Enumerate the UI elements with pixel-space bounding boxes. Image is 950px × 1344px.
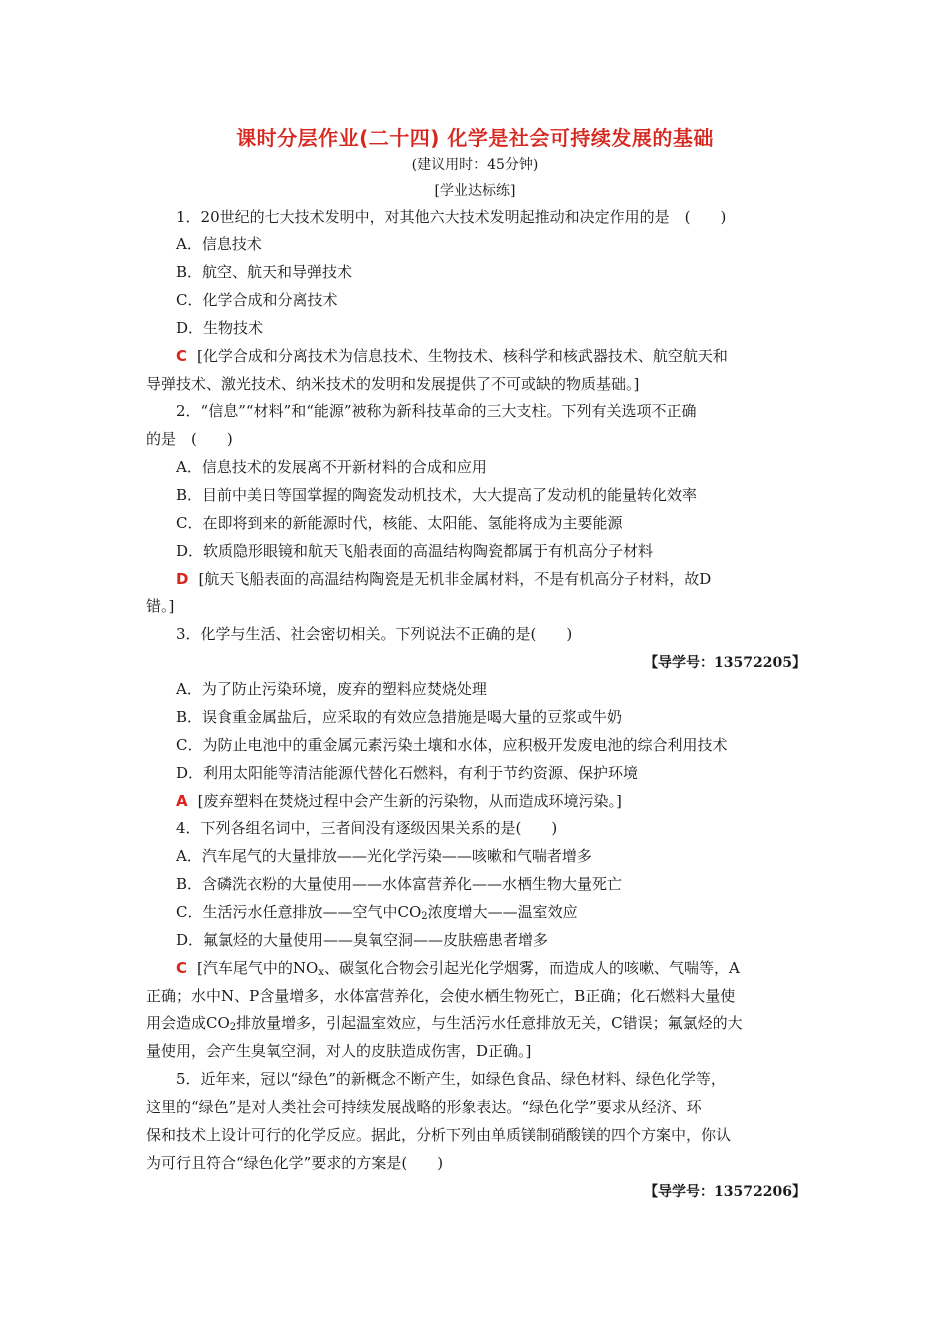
q2-stem-2: 的是 ( ) bbox=[146, 430, 233, 448]
q1-option-b: B．航空、航天和导弹技术 bbox=[176, 263, 353, 281]
q4-option-c: C．生活污水任意排放——空气中$CO_2$浓度增大——温室效应 bbox=[176, 903, 578, 922]
q4-stem: 4．下列各组名词中，三者间没有逐级因果关系的是( ) bbox=[176, 819, 558, 837]
q1-answer: C bbox=[176, 347, 188, 365]
q3-option-d: D．利用太阳能等清洁能源代替化石燃料，有利于节约资源、保护环境 bbox=[176, 764, 639, 782]
page-title: 课时分层作业(二十四) 化学是社会可持续发展的基础 bbox=[236, 126, 714, 150]
q4-option-a: A．汽车尾气的大量排放——光化学污染——咳嗽和气喘者增多 bbox=[176, 847, 592, 865]
q1-option-a: A．信息技术 bbox=[176, 235, 262, 253]
q1-answer-line bbox=[176, 346, 806, 366]
q1-explanation-2: 导弹技术、激光技术、纳米技术的发明和发展提供了不可或缺的物质基础。] bbox=[146, 375, 640, 393]
q1-explanation-1: [化学合成和分离技术为信息技术、生物技术、核科学和核武器技术、航空航天和 bbox=[197, 347, 728, 365]
q3-stem: 3．化学与生活、社会密切相关。下列说法不正确的是( ) bbox=[176, 625, 573, 643]
q5-stem-4: 为可行且符合“绿色化学”要求的方案是( ) bbox=[146, 1154, 444, 1172]
q3-option-a: A．为了防止污染环境，废弃的塑料应焚烧处理 bbox=[176, 680, 487, 698]
q4-explanation-4: 量使用，会产生臭氧空洞，对人的皮肤造成伤害，D正确。] bbox=[146, 1042, 532, 1060]
q3-option-b: B．误食重金属盐后，应采取的有效应急措施是喝大量的豆浆或牛奶 bbox=[176, 708, 623, 726]
q3-answer: A bbox=[176, 792, 188, 810]
q2-option-c: C．在即将到来的新能源时代，核能、太阳能、氢能将成为主要能源 bbox=[176, 514, 623, 532]
q3-option-c: C．为防止电池中的重金属元素污染土壤和水体，应积极开发废电池的综合利用技术 bbox=[176, 736, 728, 754]
q4-option-b: B．含磷洗衣粉的大量使用——水体富营养化——水栖生物大量死亡 bbox=[176, 875, 623, 893]
q5-guide-number: 【导学号：13572206】 bbox=[644, 1184, 806, 1200]
q2-explanation-2: 错。] bbox=[146, 597, 175, 615]
q2-explanation-1: [航天飞船表面的高温结构陶瓷是无机非金属材料，不是有机高分子材料，故D bbox=[198, 570, 712, 588]
q2-answer-line bbox=[176, 569, 806, 589]
q2-answer: D bbox=[176, 570, 189, 588]
q4-answer-line: C [汽车尾气中的$NO_x$、碳氢化合物会引起光化学烟雾，而造成人的咳嗽、气喘等，A bbox=[176, 959, 740, 978]
q1-option-d: D．生物技术 bbox=[176, 319, 264, 337]
q4-explanation-3: 用会造成$CO_2$排放量增多，引起温室效应，与生活污水任意排放无关，C错误；氟氯烃的大 bbox=[146, 1014, 743, 1033]
q5-stem-1: 5．近年来，冠以“绿色”的新概念不断产生，如绿色食品、绿色材料、绿色化学等， bbox=[176, 1070, 726, 1088]
q4-explanation-2: 正确；水中N、P含量增多，水体富营养化，会使水栖生物死亡，B正确；化石燃料大量使 bbox=[146, 987, 736, 1005]
q2-option-d: D．软质隐形眼镜和航天飞船表面的高温结构陶瓷都属于有机高分子材料 bbox=[176, 542, 654, 560]
q1-stem: 1．20世纪的七大技术发明中，对其他六大技术发明起推动和决定作用的是 ( ) bbox=[176, 208, 727, 226]
suggested-time: (建议用时：45分钟) bbox=[411, 157, 539, 173]
q2-stem-1: 2．“信息”“材料”和“能源”被称为新科技革命的三大支柱。下列有关选项不正确 bbox=[176, 402, 697, 420]
q3-explanation-1: [废弃塑料在焚烧过程中会产生新的污染物，从而造成环境污染。] bbox=[197, 792, 622, 810]
q1-option-c: C．化学合成和分离技术 bbox=[176, 291, 338, 309]
q4-option-d: D．氟氯烃的大量使用——臭氧空洞——皮肤癌患者增多 bbox=[176, 931, 549, 949]
q5-stem-2: 这里的“绿色”是对人类社会可持续发展战略的形象表达。“绿色化学”要求从经济、环 bbox=[146, 1098, 702, 1116]
q4-answer: C bbox=[176, 959, 188, 977]
q2-option-b: B．目前中美日等国掌握的陶瓷发动机技术，大大提高了发动机的能量转化效率 bbox=[176, 486, 698, 504]
q5-stem-3: 保和技术上设计可行的化学反应。据此，分析下列由单质镁制硝酸镁的四个方案中，你认 bbox=[146, 1126, 732, 1144]
q3-answer-line bbox=[176, 791, 806, 811]
q3-guide-number: 【导学号：13572205】 bbox=[644, 655, 806, 671]
section-heading: [学业达标练] bbox=[434, 183, 516, 199]
q2-option-a: A．信息技术的发展离不开新材料的合成和应用 bbox=[176, 458, 487, 476]
